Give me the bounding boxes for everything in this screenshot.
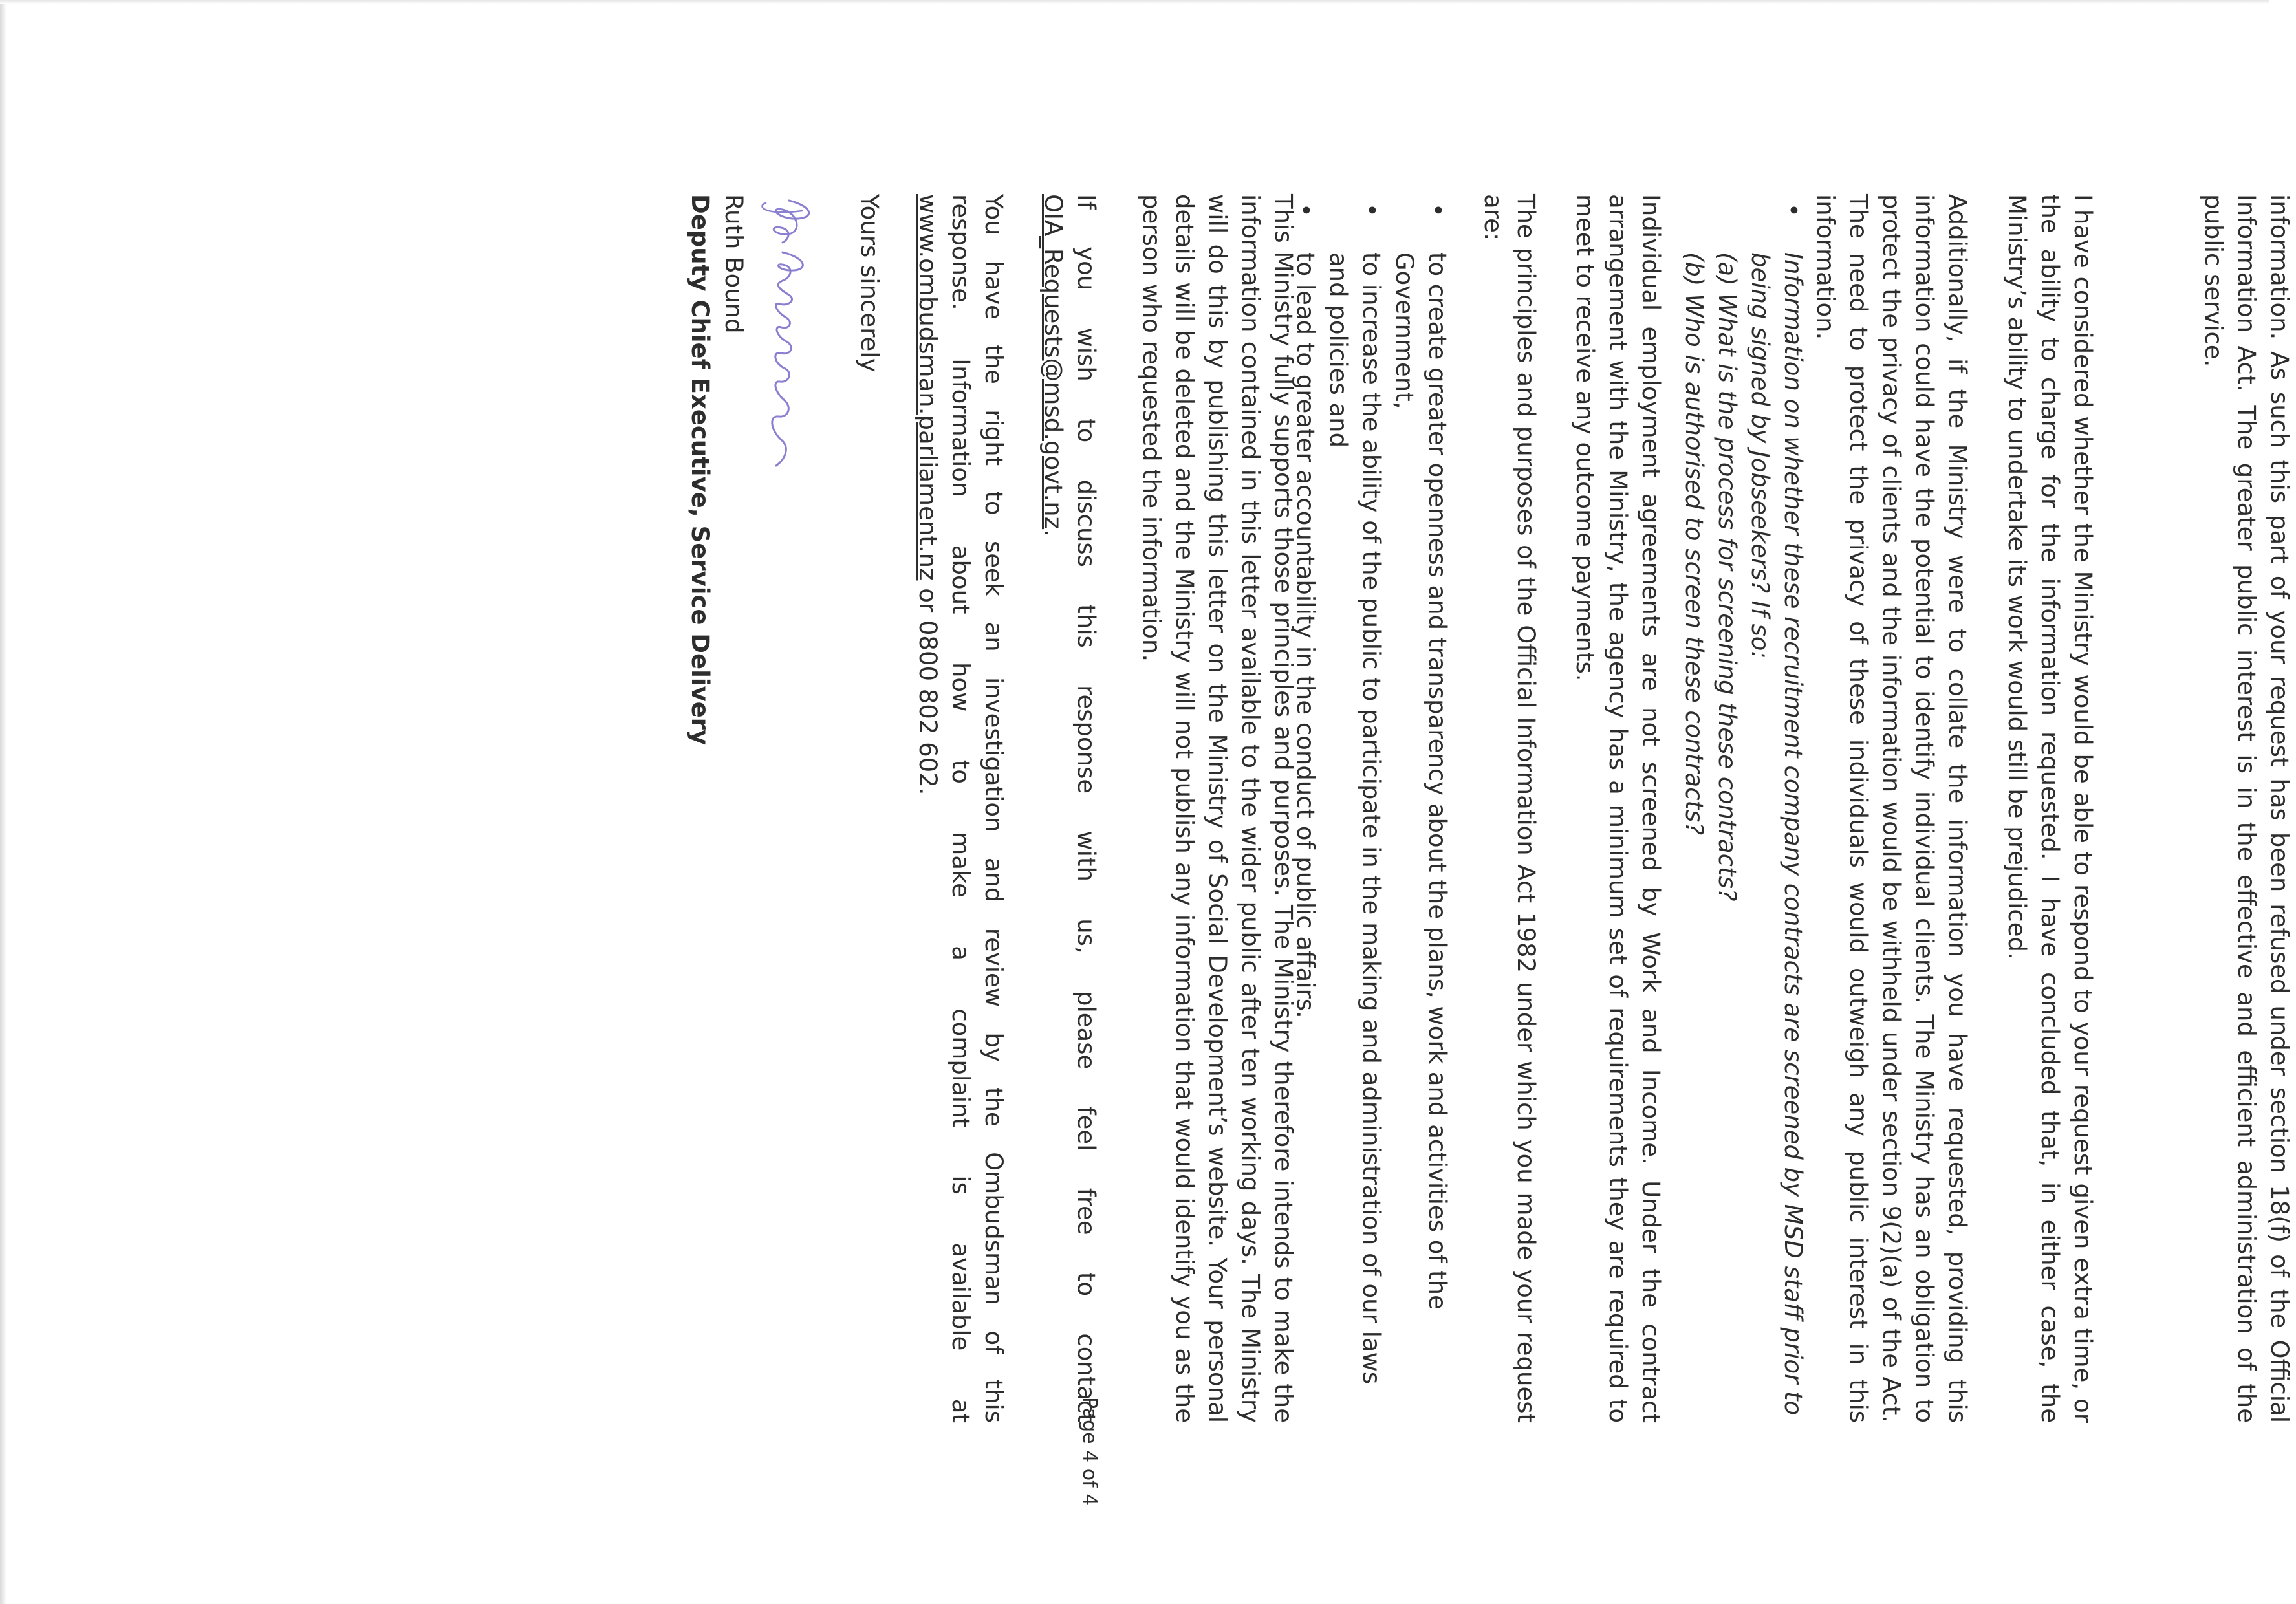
contact-word: wish	[1072, 327, 1100, 382]
ombudsman-word: response.	[947, 194, 975, 310]
contact-word: feel	[1072, 1106, 1100, 1151]
paragraph-privacy: Additionally, if the Ministry were to collate the information you have requested, providing this information could have the potential to identify individual clients. The Ministry has an obligation to protect the privacy of clients and the information would be withheld under section 9(2)(a) of the Act. The need to protect the privacy of these individuals would outweigh any public interest in this information.	[1812, 194, 1971, 1423]
ombudsman-word: investigation	[980, 677, 1008, 832]
ombudsman-word: Ombudsman	[980, 1152, 1008, 1306]
ombudsman-word: the	[980, 1087, 1008, 1127]
ombudsman-word: by	[980, 1032, 1008, 1062]
request-item	[1678, 194, 1810, 1423]
request-question: Information on whether these recruitment company contracts are screened by MSD staff prior to being signed by Jobseekers? If so:	[1746, 252, 1807, 1416]
ombudsman-word: to	[980, 491, 1008, 515]
list-item	[1388, 194, 1454, 1423]
ombudsman-word: is	[947, 1175, 975, 1195]
principle-text: to create greater openness and transparency about the plans, work and activities of the Government,	[1391, 252, 1451, 1310]
ombudsman-word: a	[947, 946, 975, 960]
contact-line	[1070, 194, 1103, 1423]
request-subquestion-a: (a) What is the process for screening these contracts?	[1713, 252, 1741, 902]
ombudsman-word: about	[947, 545, 975, 614]
contact-word: you	[1072, 246, 1100, 291]
principle-text: to lead to greater accountability in the conduct of public affairs.	[1292, 252, 1319, 1019]
contact-email-line	[1037, 194, 1070, 1423]
request-item-list	[1678, 194, 1810, 1423]
paragraph-principles-intro: The principles and purposes of the Official Information Act 1982 under which you made your request are:	[1479, 194, 1540, 1423]
bullet-icon: •	[1292, 203, 1319, 217]
ombudsman-word: make	[947, 832, 975, 898]
contact-word: discuss	[1072, 479, 1100, 567]
principle-text: to increase the ability of the public to participate in the making and administration of our laws and policies and	[1325, 252, 1385, 1385]
ombudsman-word: right	[980, 409, 1008, 466]
ombudsman-word: seek	[980, 540, 1008, 597]
ombudsman-word: to	[947, 759, 975, 784]
letter-page	[466, 194, 2293, 1506]
contact-word: please	[1072, 991, 1100, 1070]
contact-word: response	[1072, 685, 1100, 794]
ombudsman-word: how	[947, 662, 975, 712]
ombudsman-line-1	[977, 194, 1010, 1423]
contact-word: with	[1072, 830, 1100, 882]
signer-name: Ruth Bound	[720, 194, 748, 334]
paragraph-contact	[1037, 194, 1103, 1423]
signer-title: Deputy Chief Executive, Service Delivery	[686, 194, 714, 746]
ombudsman-word: review	[980, 927, 1008, 1008]
paragraph-publication: This Ministry fully supports those principles and purposes. The Ministry therefore intends to make the information contained in this letter available to the wider public after ten working days. The Ministry will do this by publishing this letter on the Ministry of Social Development’s website. Your personal details will be deleted and the Ministry will not publish any information that would identify you as the person who requested the information.	[1138, 194, 1297, 1423]
ombudsman-word: an	[980, 622, 1008, 652]
paragraph-public-interest: information. As such this part of your request has been refused under section 18(f) of the Official Information Act. The greater public interest is in the effective and efficient administration of the public service.	[2200, 194, 2293, 1423]
email-suffix: .	[1039, 529, 1067, 537]
contact-word: to	[1072, 418, 1100, 443]
closing-salutation: Yours sincerely	[856, 194, 883, 373]
contact-word: contact	[1072, 1333, 1100, 1423]
paragraph-employment-agreements: Individual employment agreements are not screened by Work and Income. Under the contract arrangement with the Ministry, the agency has a minimum set of requirements they are required to meet to receive any outcome payments.	[1571, 194, 1665, 1423]
list-item	[1322, 194, 1388, 1423]
ombudsman-phone: or 0800 802 602.	[914, 580, 942, 796]
ombudsman-word: this	[980, 1379, 1008, 1423]
ombudsman-word: have	[980, 261, 1008, 320]
bullet-icon: •	[1358, 203, 1385, 217]
ombudsman-word: available	[947, 1242, 975, 1351]
bullet-icon: •	[1779, 203, 1807, 217]
ombudsman-word: complaint	[947, 1008, 975, 1128]
oia-email-link[interactable]: OIA_Requests@msd.govt.nz	[1039, 194, 1067, 530]
contact-word: free	[1072, 1187, 1100, 1235]
contact-word: us,	[1072, 918, 1100, 954]
handwritten-signature	[757, 194, 828, 479]
ombudsman-website-link[interactable]: www.ombudsman.parliament.nz	[914, 194, 942, 581]
scan-edge-left	[0, 0, 6, 1604]
contact-word: to	[1072, 1272, 1100, 1297]
ombudsman-word: You	[980, 194, 1008, 235]
page-number: Page 4 of 4	[1078, 1397, 1101, 1506]
ombudsman-word: Information	[947, 358, 975, 497]
contact-word: this	[1072, 604, 1100, 648]
paragraph-extra-time: I have considered whether the Ministry would be able to respond to your request given extra time, or the ability to charge for the information requested. I have concluded that, in either case, the Ministry’s ability to undertake its work would still be prejudiced.	[2003, 194, 2097, 1423]
scan-edge-top	[0, 0, 2269, 4]
ombudsman-link-line	[911, 194, 944, 1423]
contact-word: If	[1072, 194, 1100, 210]
ombudsman-word: of	[980, 1330, 1008, 1354]
ombudsman-word: at	[947, 1398, 975, 1423]
bullet-icon: •	[1424, 203, 1451, 217]
ombudsman-line-2	[944, 194, 977, 1423]
request-subquestion-b: (b) Who is authorised to screen these contracts?	[1680, 252, 1708, 835]
paragraph-ombudsman	[911, 194, 1010, 1423]
ombudsman-word: and	[980, 857, 1008, 903]
principles-list	[1289, 194, 1454, 1423]
ombudsman-word: the	[980, 345, 1008, 384]
